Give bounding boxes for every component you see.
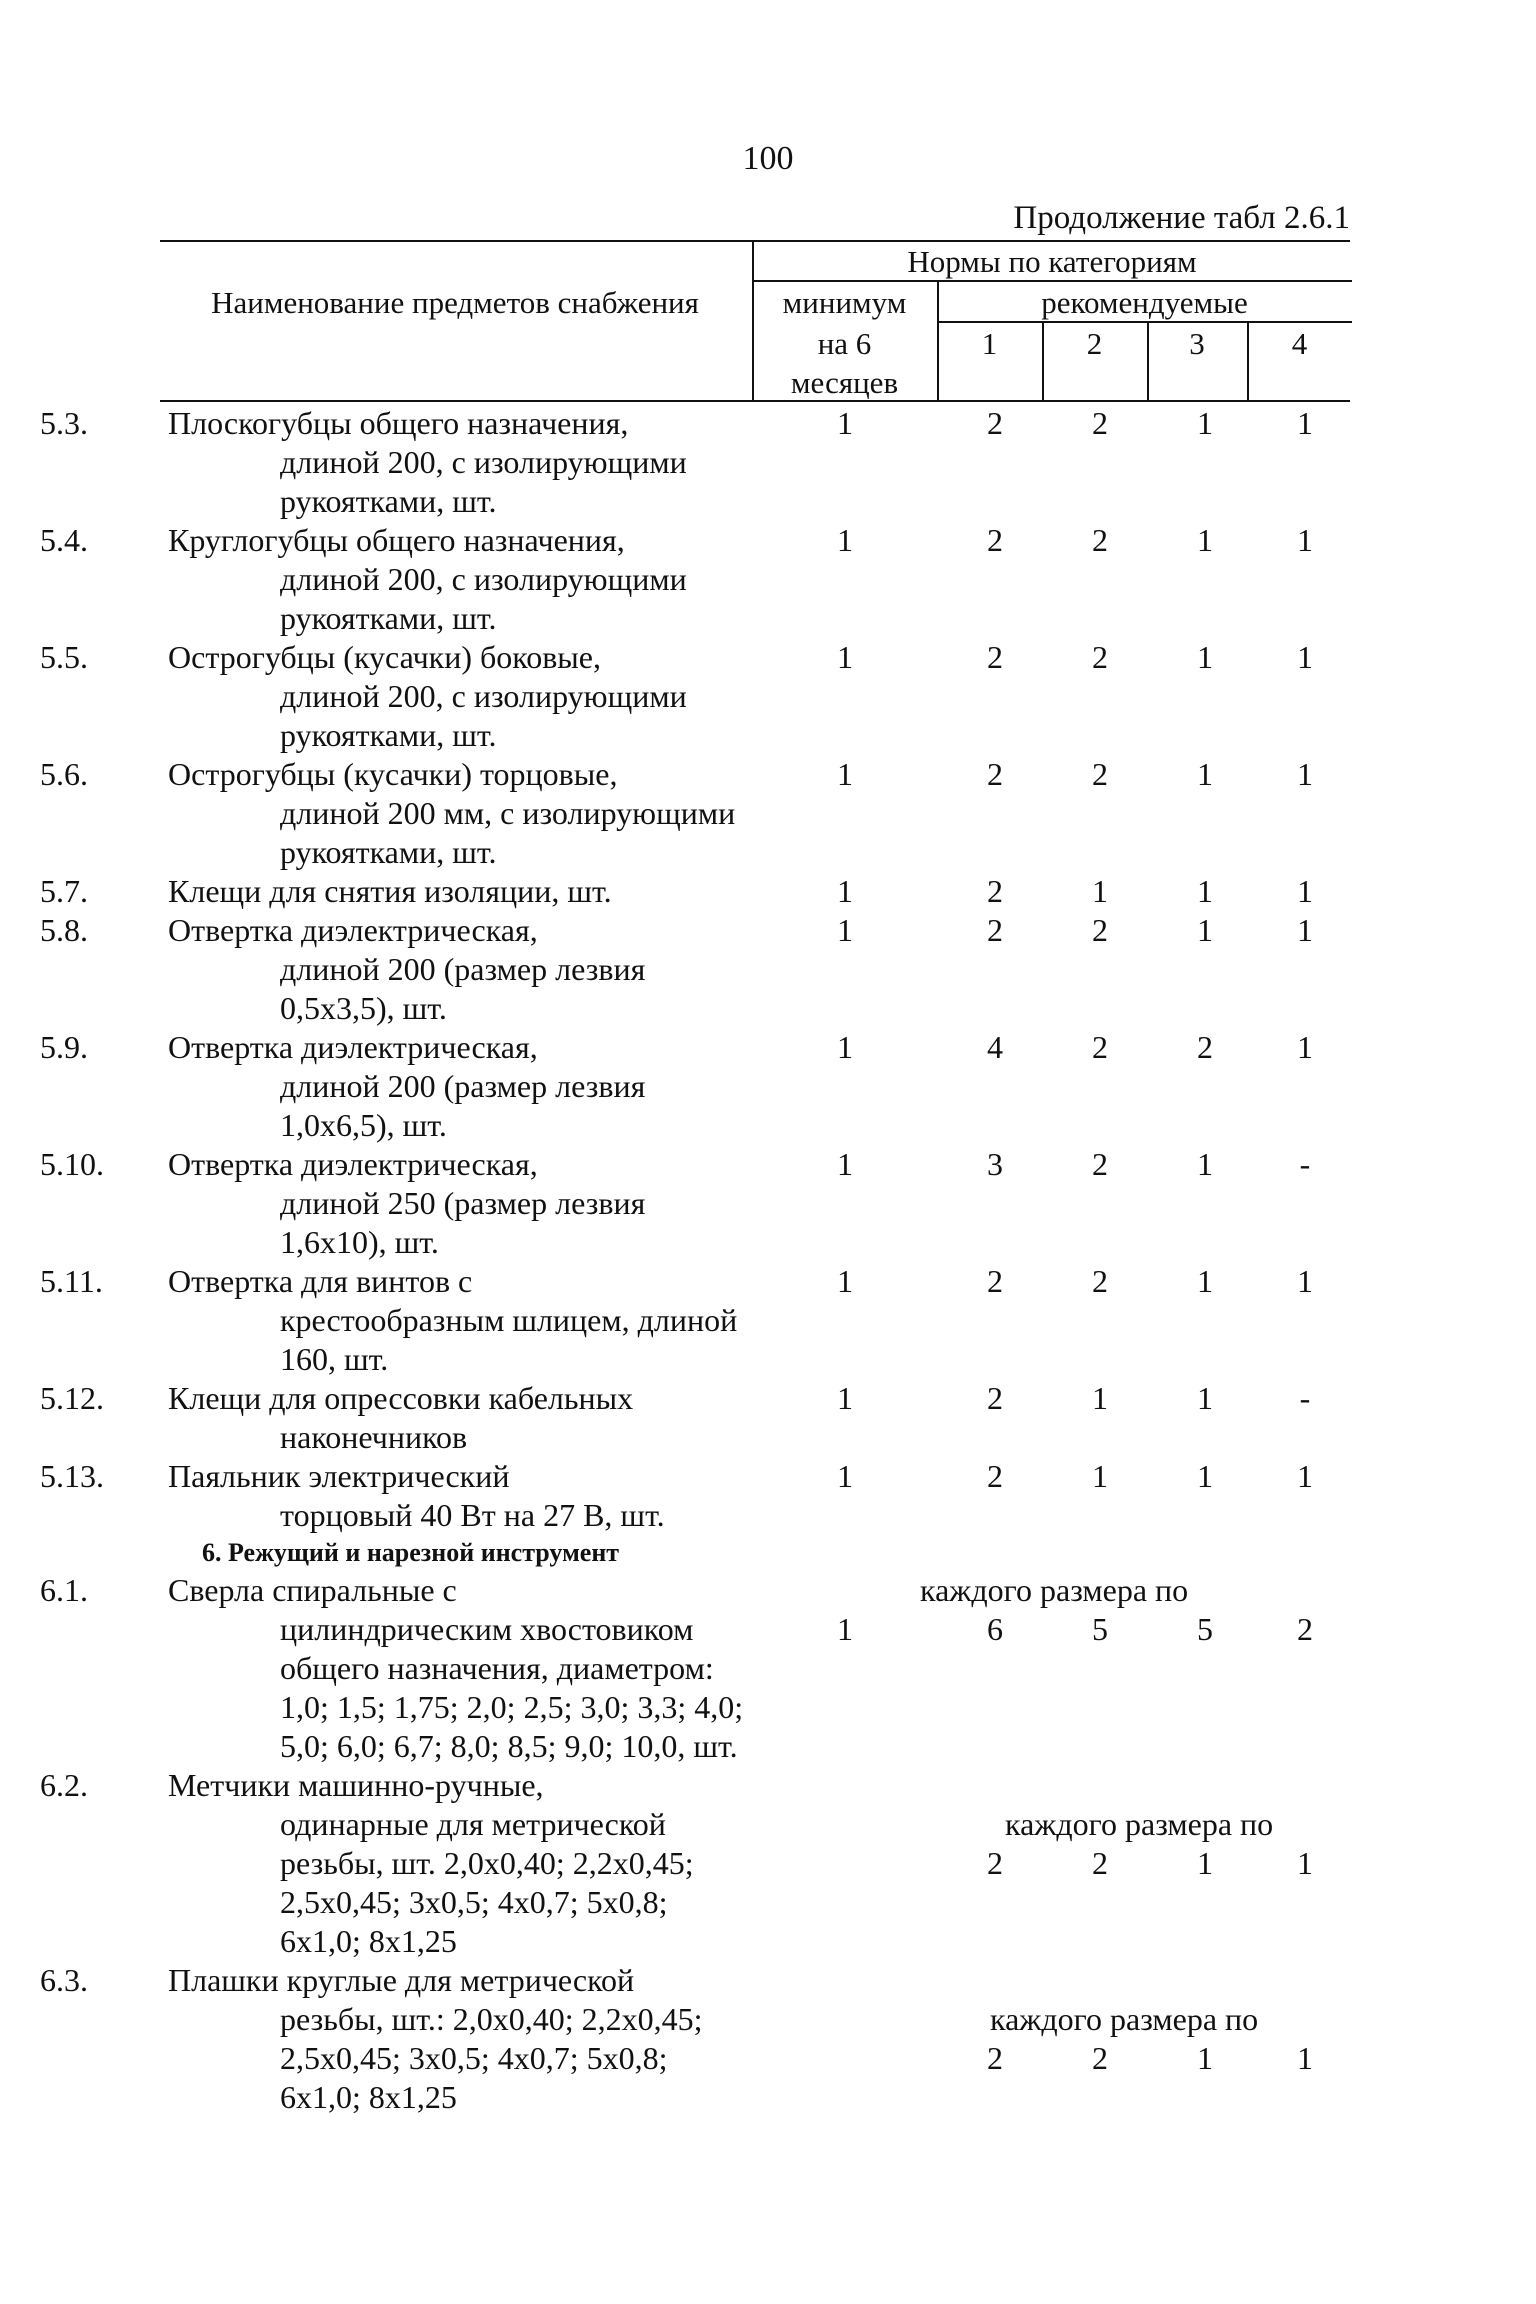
header-minimum-3: месяцев (790, 365, 899, 400)
item-text-line: цилиндрическим хвостовиком (280, 1611, 694, 1647)
item-text-line: длиной 200, с изолирующими (280, 444, 687, 480)
header-category-1: 1 (981, 326, 998, 361)
item-text-line: 1,0х6,5), шт. (280, 1107, 447, 1143)
norm-value: 6 (987, 1611, 1003, 1647)
item-name: 5.6. Острогубцы (кусачки) торцовые, длиной 200 мм, с изолирующими рукоятками, шт. (40, 756, 736, 870)
item-name: 5.12. Клещи для опрессовки кабельных наконечников (40, 1380, 634, 1455)
norm-value: 2 (1092, 756, 1108, 792)
item-text-line: Острогубцы (кусачки) торцовые, (168, 756, 618, 792)
header-category-2: 2 (1086, 326, 1103, 361)
norm-value: 2 (987, 639, 1003, 675)
item-text-line: Паяльник электрический (168, 1458, 510, 1494)
page-number: 100 (742, 140, 794, 177)
norm-value: - (1299, 1380, 1311, 1416)
norm-value: 2 (1092, 639, 1108, 675)
norm-value: 2 (987, 1458, 1003, 1494)
header-bottom-rule (160, 400, 1350, 402)
item-text-line: Плоскогубцы общего назначения, (168, 405, 629, 441)
item-text-line: Клещи для снятия изоляции, шт. (168, 873, 612, 909)
table-row (40, 1379, 1360, 1457)
header-minimum-2: на 6 (817, 326, 872, 361)
norm-value: 1 (1297, 2040, 1313, 2076)
header-top-rule (160, 240, 1350, 242)
norm-value: 1 (1297, 639, 1313, 675)
norm-value: 2 (1092, 405, 1108, 441)
item-name: 5.8. Отвертка диэлектрическая, длиной 200 (размер лезвия 0,5х3,5), шт. (40, 912, 646, 1026)
item-name: 5.5. Острогубцы (кусачки) боковые, длиной 200, с изолирующими рукоятками, шт. (40, 639, 687, 753)
header-norms: Нормы по категориям (907, 244, 1197, 279)
norm-value: 1 (1197, 1263, 1213, 1299)
norm-value: 3 (987, 1146, 1003, 1182)
item-text-line: длиной 250 (размер лезвия (280, 1185, 646, 1221)
item-text-line: длиной 200 (размер лезвия (280, 951, 646, 987)
table-row (40, 1766, 1360, 1961)
norm-value: 1 (837, 405, 853, 441)
item-text-line: общего назначения, диаметром: (280, 1650, 714, 1686)
table-row (40, 521, 1360, 638)
norm-value: 1 (1297, 756, 1313, 792)
item-name: 5.3. Плоскогубцы общего назначения, длиной 200, с изолирующими рукоятками, шт. (40, 405, 687, 519)
item-name: 6.1. Сверла спиральные с цилиндрическим хвостовиком общего назначения, диаметром: 1,0; 1,5; 1,75; 2,0; 2,5; 3,0; 3,3; 4,0; 5,0; 6,0; 6,7; 8,0; 8,5; 9,0; 10,0, шт. (40, 1572, 744, 1764)
item-name: 5.9. Отвертка диэлектрическая, длиной 200 (размер лезвия 1,0х6,5), шт. (40, 1029, 646, 1143)
norm-value: 5 (1197, 1611, 1213, 1647)
norm-value: 1 (837, 639, 853, 675)
item-text-line: Отвертка диэлектрическая, (168, 1146, 538, 1182)
norm-value: 1 (837, 1380, 853, 1416)
norm-value: 2 (1092, 1845, 1108, 1881)
norm-value: 2 (1092, 1263, 1108, 1299)
table-row (40, 911, 1360, 1028)
norm-value: 1 (1092, 1380, 1108, 1416)
item-text-line: Отвертка для винтов с (168, 1263, 473, 1299)
table-row (40, 1145, 1360, 1262)
norm-value: 2 (1092, 2040, 1108, 2076)
norm-value: 1 (1197, 639, 1213, 675)
item-text-line: Клещи для опрессовки кабельных (168, 1380, 634, 1416)
norm-value: 2 (1092, 522, 1108, 558)
header-minimum-1: минимум (782, 285, 907, 320)
item-name: 5.7. Клещи для снятия изоляции, шт. (40, 873, 612, 909)
norm-value: 1 (837, 1029, 853, 1065)
table-row (40, 872, 1360, 911)
item-text-line: 0,5х3,5), шт. (280, 990, 447, 1026)
item-text-line: рукоятками, шт. (280, 834, 497, 870)
item-text-line: торцовый 40 Вт на 27 В, шт. (280, 1497, 665, 1533)
item-name: 6.2. Метчики машинно-ручные, одинарные для метрической резьбы, шт. 2,0х0,40; 2,2х0,45; 2,5х0,45; 3х0,5; 4х0,7; 5х0,8; 6х1,0; 8х1,25 (40, 1767, 694, 1959)
table-row (40, 1571, 1360, 1766)
norm-value: 1 (837, 522, 853, 558)
norm-value: 2 (987, 756, 1003, 792)
norm-value: 2 (987, 912, 1003, 948)
norm-value: 2 (987, 522, 1003, 558)
header-category-3: 3 (1189, 326, 1205, 361)
norm-value: 1 (1092, 1458, 1108, 1494)
norm-value: 1 (1197, 1380, 1213, 1416)
norm-value: 1 (1197, 405, 1213, 441)
norm-value: 2 (987, 2040, 1003, 2076)
header-name-column: Наименование предметов снабжения (211, 285, 699, 320)
item-text-line: Круглогубцы общего назначения, (168, 522, 625, 558)
norm-value: 1 (837, 1146, 853, 1182)
norm-value: 1 (837, 873, 853, 909)
table-row (40, 1028, 1360, 1145)
item-text-line: Сверла спиральные с (168, 1572, 457, 1608)
norm-value: 1 (1297, 912, 1313, 948)
item-text-line: длиной 200 (размер лезвия (280, 1068, 646, 1104)
item-text-line: Острогубцы (кусачки) боковые, (168, 639, 601, 675)
item-text-line: рукоятками, шт. (280, 483, 497, 519)
header-category-4: 4 (1291, 326, 1308, 361)
item-text-line: Отвертка диэлектрическая, (168, 1029, 538, 1065)
norm-value: 1 (837, 1263, 853, 1299)
item-text-line: 5,0; 6,0; 6,7; 8,0; 8,5; 9,0; 10,0, шт. (280, 1728, 738, 1764)
norm-value: 2 (987, 405, 1003, 441)
table-row (40, 755, 1360, 872)
header-divider (752, 280, 1352, 282)
norm-value: 2 (987, 1845, 1003, 1881)
norm-value: 1 (837, 912, 853, 948)
norm-value: 2 (1297, 1611, 1313, 1647)
item-text-line: 160, шт. (280, 1341, 389, 1377)
header-recommended: рекомендуемые (1041, 285, 1248, 320)
norm-value: 2 (1197, 1029, 1213, 1065)
item-text-line: наконечников (280, 1419, 468, 1455)
norm-value: 1 (1197, 873, 1213, 909)
norm-value: 1 (1197, 756, 1213, 792)
item-text-line: резьбы, шт.: 2,0х0,40; 2,2х0,45; (280, 2001, 703, 2037)
item-name: 5.4. Круглогубцы общего назначения, длиной 200, с изолирующими рукоятками, шт. (40, 522, 687, 636)
norm-value: 2 (1092, 1029, 1108, 1065)
item-text-line: длиной 200, с изолирующими (280, 561, 687, 597)
norm-value: 5 (1092, 1611, 1108, 1647)
norm-value: 1 (1297, 522, 1313, 558)
item-text-line: рукоятками, шт. (280, 600, 497, 636)
item-text-line: 6х1,0; 8х1,25 (280, 2079, 457, 2115)
each-size-label: каждого размера по (990, 2001, 1259, 2037)
norm-value: 1 (1197, 1845, 1213, 1881)
table-row (40, 1262, 1360, 1379)
norm-value: 1 (1297, 1845, 1313, 1881)
table-body (40, 404, 1360, 2117)
item-text-line: 1,6х10), шт. (280, 1224, 439, 1260)
norm-value: 1 (1297, 1263, 1313, 1299)
item-text-line: 6х1,0; 8х1,25 (280, 1923, 457, 1959)
item-text-line: рукоятками, шт. (280, 717, 497, 753)
norm-value: 4 (987, 1029, 1003, 1065)
norm-value: 1 (837, 756, 853, 792)
item-text-line: Отвертка диэлектрическая, (168, 912, 538, 948)
item-text-line: крестообразным шлицем, длиной (280, 1302, 738, 1338)
item-name: 5.10. Отвертка диэлектрическая, длиной 250 (размер лезвия 1,6х10), шт. (40, 1146, 646, 1260)
table-row (40, 1457, 1360, 1535)
item-text-line: одинарные для метрической (280, 1806, 666, 1842)
norm-value: 2 (1092, 912, 1108, 948)
norm-value: 1 (1197, 1146, 1213, 1182)
item-name: 5.13. Паяльник электрический торцовый 40 Вт на 27 В, шт. (40, 1458, 665, 1533)
norm-value: 1 (1197, 2040, 1213, 2076)
table-row (40, 1961, 1360, 2117)
item-text-line: резьбы, шт. 2,0х0,40; 2,2х0,45; (280, 1845, 694, 1881)
each-size-label: каждого размера по (920, 1572, 1189, 1608)
norm-value: 2 (987, 873, 1003, 909)
norm-value: 1 (1297, 1029, 1313, 1065)
norm-value: - (1299, 1146, 1311, 1182)
norm-value: 1 (837, 1458, 853, 1494)
norm-value: 2 (987, 1380, 1003, 1416)
item-name: 6.3. Плашки круглые для метрической резьбы, шт.: 2,0х0,40; 2,2х0,45; 2,5х0,45; 3х0,5; 4х0,7; 5х0,8; 6х1,0; 8х1,25 (40, 1962, 703, 2115)
item-text-line: 2,5х0,45; 3х0,5; 4х0,7; 5х0,8; (280, 2040, 668, 2076)
table-row (40, 638, 1360, 755)
item-text-line: длиной 200 мм, с изолирующими (280, 795, 736, 831)
table-row (40, 404, 1360, 521)
table-caption: Продолжение табл 2.6.1 (1013, 200, 1350, 236)
item-text-line: длиной 200, с изолирующими (280, 678, 687, 714)
norm-value: 1 (837, 1611, 853, 1647)
each-size-label: каждого размера по (1005, 1806, 1274, 1842)
norm-value: 1 (1297, 405, 1313, 441)
norm-value: 1 (1092, 873, 1108, 909)
norm-value: 1 (1297, 1458, 1313, 1494)
item-name: 5.11. Отвертка для винтов с крестообразным шлицем, длиной 160, шт. (40, 1263, 738, 1377)
norm-value: 1 (1197, 1458, 1213, 1494)
header-divider (937, 321, 1352, 323)
norm-value: 1 (1197, 522, 1213, 558)
norm-value: 2 (987, 1263, 1003, 1299)
item-text-line: Метчики машинно-ручные, (168, 1767, 544, 1803)
norm-value: 1 (1197, 912, 1213, 948)
item-text-line: 1,0; 1,5; 1,75; 2,0; 2,5; 3,0; 3,3; 4,0; (280, 1689, 744, 1725)
item-text-line: 2,5х0,45; 3х0,5; 4х0,7; 5х0,8; (280, 1884, 668, 1920)
item-text-line: Плашки круглые для метрической (168, 1962, 635, 1998)
norm-value: 1 (1297, 873, 1313, 909)
norm-value: 2 (1092, 1146, 1108, 1182)
section-heading: 6. Режущий и нарезной инструмент (202, 1538, 620, 1567)
